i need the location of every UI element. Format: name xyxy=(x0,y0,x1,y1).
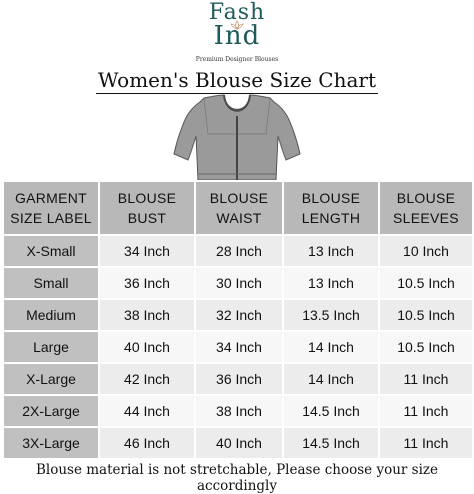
waist-cell: 28 Inch xyxy=(195,235,283,267)
waist-cell: 38 Inch xyxy=(195,395,283,427)
header-line: SLEEVES xyxy=(393,210,459,226)
header-length xyxy=(283,181,379,235)
waist-cell: 32 Inch xyxy=(195,299,283,331)
header-bust xyxy=(99,181,195,235)
bust-cell: 38 Inch xyxy=(99,299,195,331)
size-chart-table xyxy=(2,180,474,460)
page-title xyxy=(0,68,474,92)
header-line: BUST xyxy=(127,210,167,226)
header-garment-size xyxy=(3,181,99,235)
header-line: WAIST xyxy=(216,210,262,226)
length-cell: 13.5 Inch xyxy=(283,299,379,331)
table-header-row xyxy=(3,181,473,235)
header-line: BLOUSE xyxy=(301,190,361,206)
length-cell: 14 Inch xyxy=(283,331,379,363)
brand-tagline: Premium Designer Blouses xyxy=(195,56,279,63)
page-title-text: Women's Blouse Size Chart xyxy=(97,68,377,92)
lotus-icon xyxy=(229,20,245,30)
length-cell: 14.5 Inch xyxy=(283,395,379,427)
bust-cell: 36 Inch xyxy=(99,267,195,299)
bust-cell: 34 Inch xyxy=(99,235,195,267)
table-row xyxy=(3,299,473,331)
header-line: BLOUSE xyxy=(209,190,269,206)
header-line: SIZE LABEL xyxy=(10,210,92,226)
table-row xyxy=(3,331,473,363)
waist-cell: 34 Inch xyxy=(195,331,283,363)
bust-cell: 42 Inch xyxy=(99,363,195,395)
bust-cell: 46 Inch xyxy=(99,427,195,459)
length-cell: 13 Inch xyxy=(283,267,379,299)
waist-cell: 40 Inch xyxy=(195,427,283,459)
length-cell: 14 Inch xyxy=(283,363,379,395)
header-line: LENGTH xyxy=(301,210,361,226)
sleeves-cell: 11 Inch xyxy=(379,427,473,459)
waist-cell: 30 Inch xyxy=(195,267,283,299)
header-line: GARMENT xyxy=(14,190,88,206)
bust-cell: 44 Inch xyxy=(99,395,195,427)
blouse-illustration xyxy=(170,94,304,180)
waist-cell: 36 Inch xyxy=(195,363,283,395)
brand-name-line2: Ind xyxy=(213,21,261,51)
brand-logo xyxy=(0,0,474,64)
header-sleeves xyxy=(379,181,473,235)
size-note: Blouse material is not stretchable, Please choose your size accordingly xyxy=(35,462,438,494)
size-label-cell: Small xyxy=(3,267,99,299)
brand-name-line1: Fash xyxy=(208,0,266,25)
table-row xyxy=(3,267,473,299)
length-cell: 13 Inch xyxy=(283,235,379,267)
size-label-cell: Large xyxy=(3,331,99,363)
table-row xyxy=(3,235,473,267)
size-label-cell: 2X-Large xyxy=(3,395,99,427)
header-line: BLOUSE xyxy=(396,190,456,206)
sleeves-cell: 10.5 Inch xyxy=(379,299,473,331)
length-cell: 14.5 Inch xyxy=(283,427,379,459)
header-line: BLOUSE xyxy=(117,190,177,206)
size-label-cell: 3X-Large xyxy=(3,427,99,459)
size-label-cell: X-Small xyxy=(3,235,99,267)
table-row xyxy=(3,395,473,427)
sleeves-cell: 11 Inch xyxy=(379,363,473,395)
sleeves-cell: 11 Inch xyxy=(379,395,473,427)
sleeves-cell: 10.5 Inch xyxy=(379,331,473,363)
sleeves-cell: 10 Inch xyxy=(379,235,473,267)
bust-cell: 40 Inch xyxy=(99,331,195,363)
table-row xyxy=(3,427,473,459)
header-waist xyxy=(195,181,283,235)
size-label-cell: X-Large xyxy=(3,363,99,395)
sleeves-cell: 10.5 Inch xyxy=(379,267,473,299)
table-row xyxy=(3,363,473,395)
size-label-cell: Medium xyxy=(3,299,99,331)
